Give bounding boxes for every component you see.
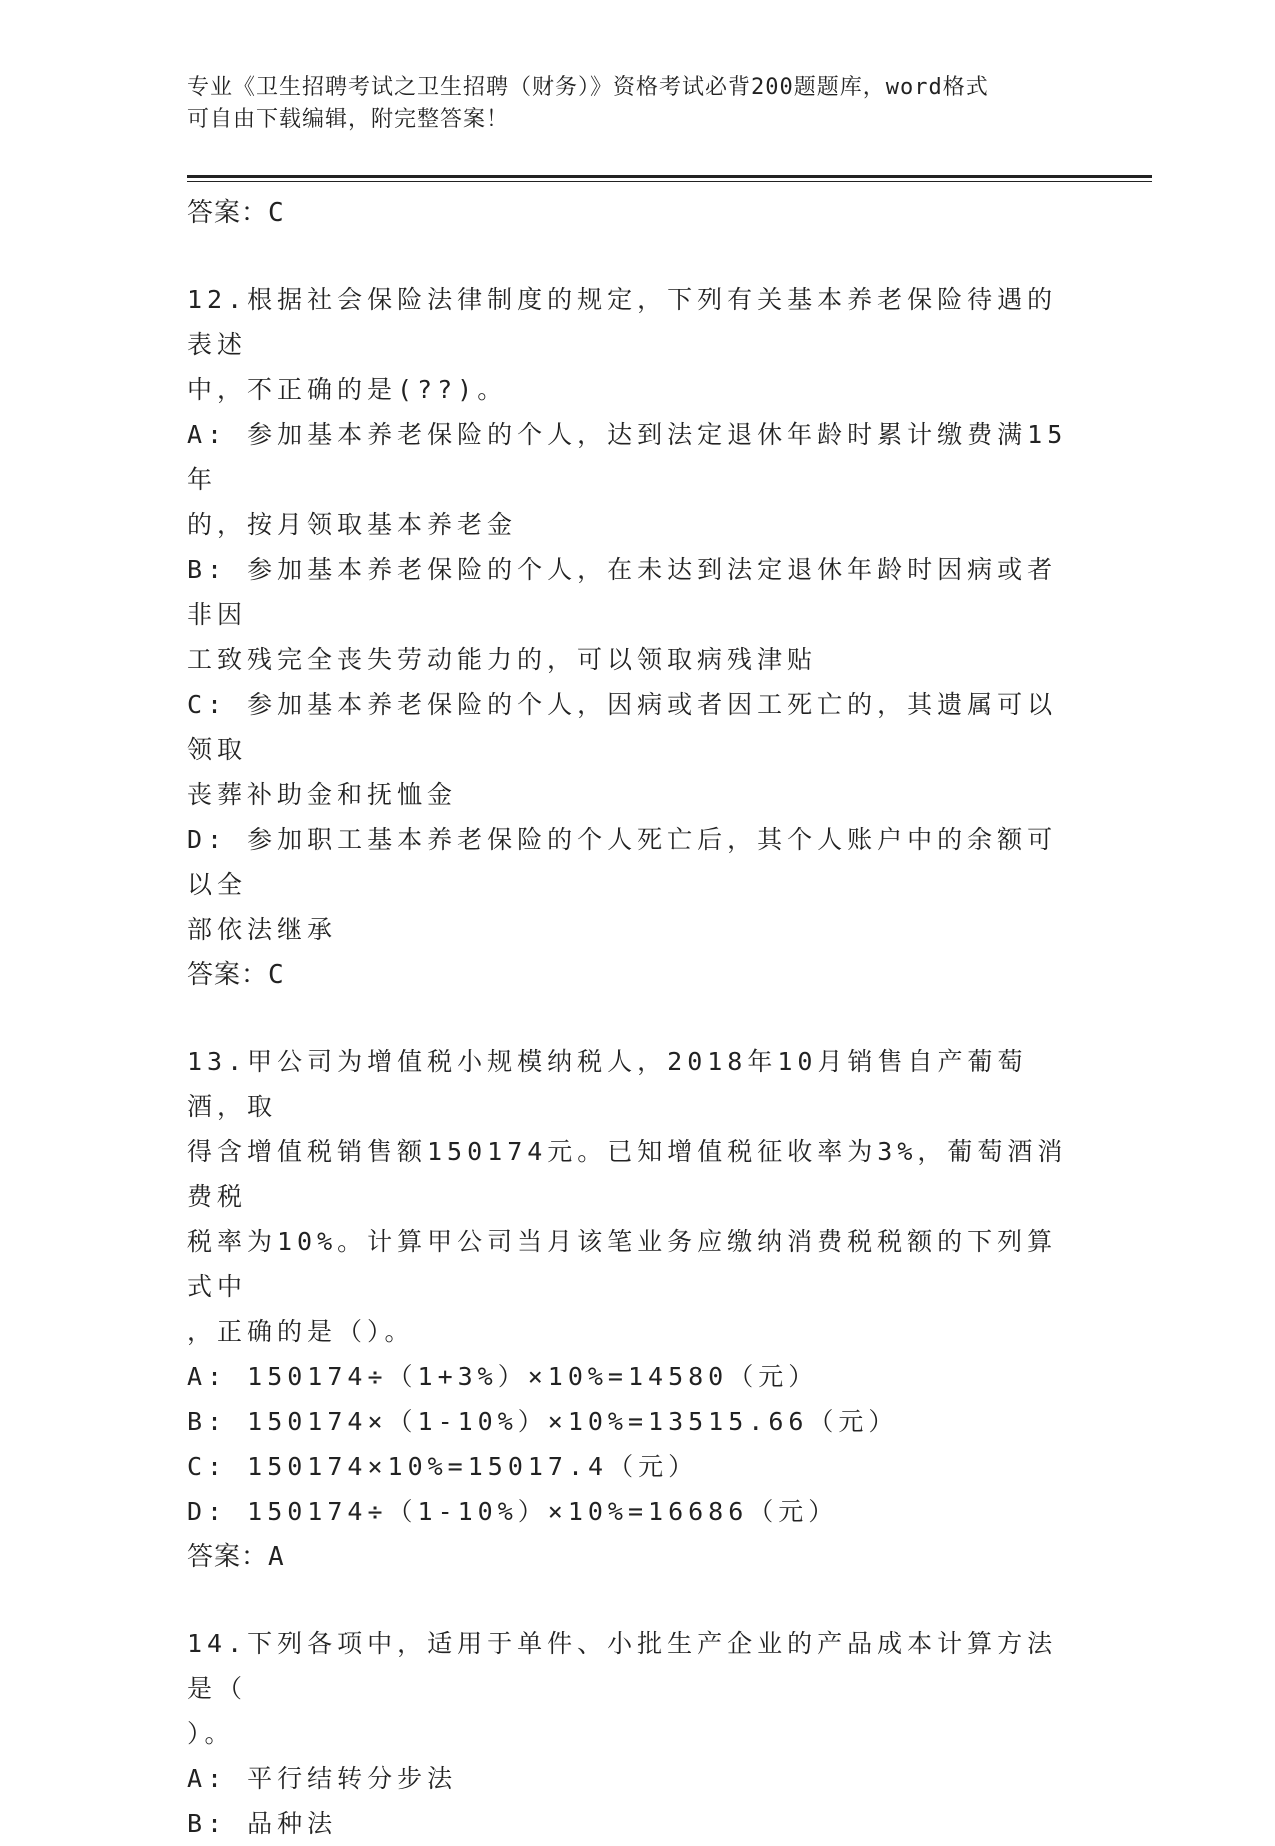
q14-option-a: A: 平行结转分步法 bbox=[187, 1764, 458, 1793]
q12-option-c-line-1: C: 参加基本养老保险的个人，因病或者因工死亡的，其遗属可以领取 bbox=[187, 690, 1058, 764]
header-line-1: 专业《卫生招聘考试之卫生招聘（财务）》资格考试必背200题题库，word格式 bbox=[187, 75, 989, 100]
q12-option-b-line-2: 工致残完全丧失劳动能力的，可以领取病残津贴 bbox=[187, 645, 818, 674]
question-14 bbox=[187, 1621, 1087, 1846]
q12-option-b-line-1: B: 参加基本养老保险的个人，在未达到法定退休年龄时因病或者非因 bbox=[187, 555, 1058, 629]
q13-stem-line-3: 税率为10%。计算甲公司当月该笔业务应缴纳消费税税额的下列算式中 bbox=[187, 1227, 1058, 1301]
q14-option-b: B: 品种法 bbox=[187, 1809, 338, 1838]
q13-stem-line-2: 得含增值税销售额150174元。已知增值税征收率为3%，葡萄酒消费税 bbox=[187, 1137, 1068, 1211]
q13-answer: 答案：A bbox=[187, 1542, 285, 1572]
spacer bbox=[187, 998, 1087, 1039]
q14-stem-line-2: ）。 bbox=[187, 1719, 235, 1748]
q12-answer: 答案：C bbox=[187, 960, 285, 990]
spacer bbox=[187, 1580, 1087, 1621]
q13-stem-line-1: 13.甲公司为增值税小规模纳税人，2018年10月销售自产葡萄酒，取 bbox=[187, 1047, 1028, 1121]
question-13 bbox=[187, 1039, 1087, 1580]
question-12 bbox=[187, 277, 1087, 998]
q14-stem-line-1: 14.下列各项中，适用于单件、小批生产企业的产品成本计算方法是（ bbox=[187, 1629, 1058, 1703]
q12-option-d-line-1: D: 参加职工基本养老保险的个人死亡后，其个人账户中的余额可以全 bbox=[187, 825, 1058, 899]
q12-option-d-line-2: 部依法继承 bbox=[187, 915, 338, 944]
q13-option-d: D: 150174÷（1-10%）×10%=16686（元） bbox=[187, 1497, 839, 1526]
header-rule-thick bbox=[187, 175, 1152, 178]
q13-stem-line-4: ，正确的是（）。 bbox=[187, 1317, 415, 1346]
q12-option-c-line-2: 丧葬补助金和抚恤金 bbox=[187, 780, 458, 809]
spacer bbox=[187, 236, 1087, 277]
q12-option-a-line-1: A: 参加基本养老保险的个人，达到法定退休年龄时累计缴费满15年 bbox=[187, 420, 1068, 494]
header-line-2: 可自由下载编辑，附完整答案！ bbox=[187, 107, 510, 132]
document-body bbox=[187, 190, 1087, 1846]
q13-option-c: C: 150174×10%=15017.4（元） bbox=[187, 1452, 699, 1481]
document-header bbox=[187, 72, 1087, 136]
answer-previous: 答案：C bbox=[187, 198, 285, 228]
q12-stem-line-1: 12.根据社会保险法律制度的规定，下列有关基本养老保险待遇的表述 bbox=[187, 285, 1058, 359]
q13-option-a: A: 150174÷（1+3%）×10%=14580（元） bbox=[187, 1362, 819, 1391]
q12-stem-line-2: 中，不正确的是(??)。 bbox=[187, 375, 508, 404]
q12-option-a-line-2: 的，按月领取基本养老金 bbox=[187, 510, 518, 539]
header-rule-thin bbox=[187, 181, 1152, 182]
q13-option-b: B: 150174×（1-10%）×10%=13515.66（元） bbox=[187, 1407, 899, 1436]
